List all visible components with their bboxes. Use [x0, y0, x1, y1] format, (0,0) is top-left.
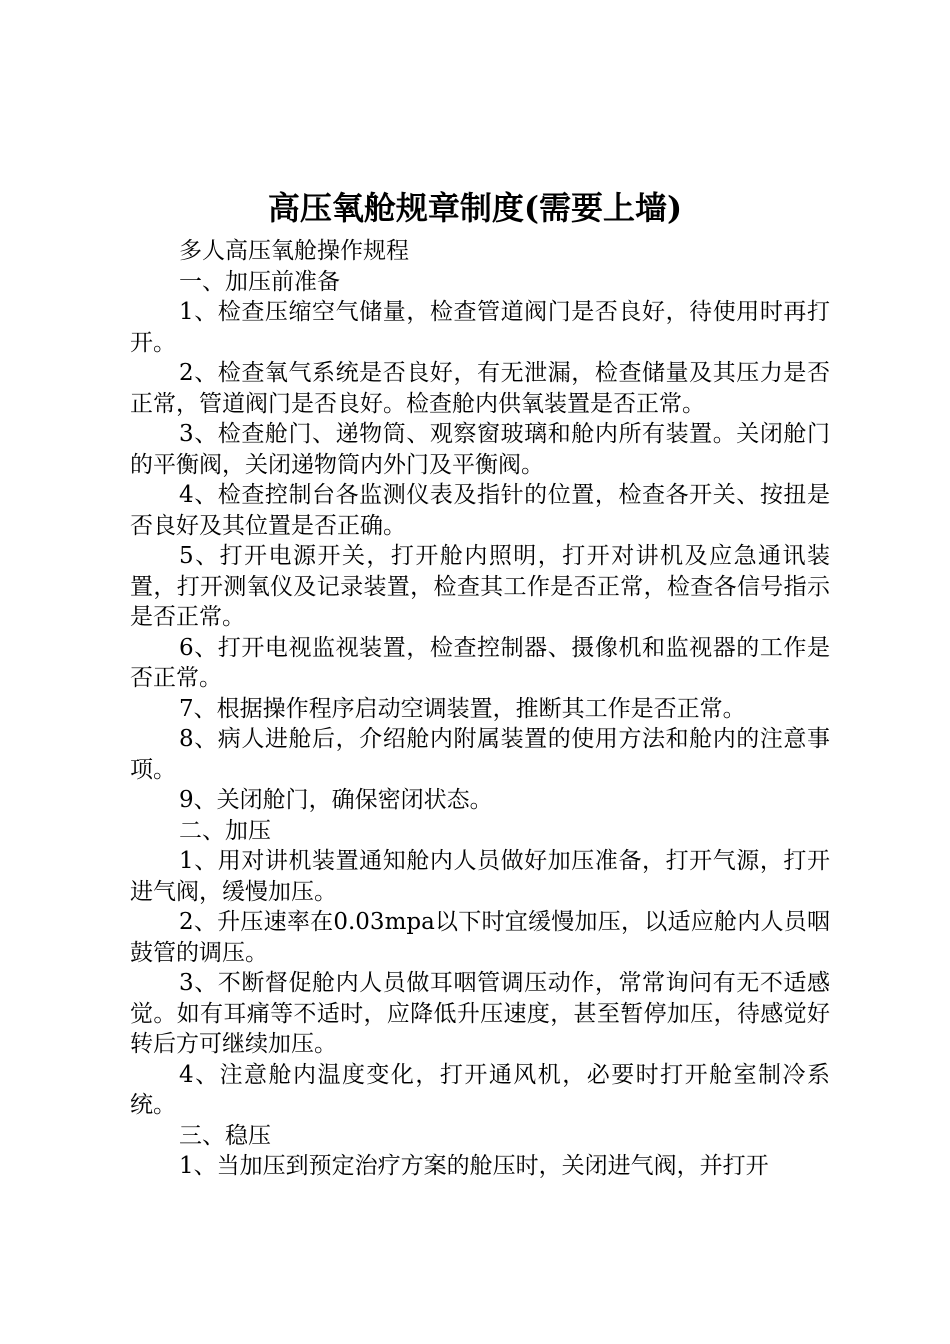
paragraph-item: 2、升压速率在0.03mpa以下时宜缓慢加压，以适应舱内人员咽鼓管的调压。 — [130, 909, 830, 966]
document-body — [130, 236, 830, 1182]
paragraph-item: 5、打开电源开关，打开舱内照明，打开对讲机及应急通讯装置，打开测氧仪及记录装置，检查其工作是否正常，检查各信号指示是否正常。 — [130, 543, 830, 630]
paragraph-item: 6、打开电视监视装置，检查控制器、摄像机和监视器的工作是否正常。 — [130, 634, 830, 691]
document-title: 高压氧舱规章制度(需要上墙) — [267, 189, 683, 227]
section-heading-stabilization: 三、稳压 — [179, 1122, 271, 1149]
paragraph-item: 7、根据操作程序启动空调装置，推断其工作是否正常。 — [179, 695, 746, 722]
paragraph-item: 3、不断督促舱内人员做耳咽管调压动作，常常询问有无不适感觉。如有耳痛等不适时，应降低升压速度，甚至暂停加压，待感觉好转后方可继续加压。 — [130, 970, 830, 1057]
paragraph-item: 1、检查压缩空气储量，检查管道阀门是否良好，待使用时再打开。 — [130, 299, 830, 356]
paragraph-item: 8、病人进舱后，介绍舱内附属装置的使用方法和舱内的注意事项。 — [130, 726, 830, 783]
paragraph-item: 4、注意舱内温度变化，打开通风机，必要时打开舱室制冷系统。 — [130, 1061, 830, 1118]
paragraph-item: 3、检查舱门、递物筒、观察窗玻璃和舱内所有装置。关闭舱门的平衡阀，关闭递物筒内外门及平衡阀。 — [130, 421, 830, 478]
paragraph-item: 1、用对讲机装置通知舱内人员做好加压准备，打开气源，打开进气阀，缓慢加压。 — [130, 848, 830, 905]
paragraph-item: 4、检查控制台各监测仪表及指针的位置，检查各开关、按扭是否良好及其位置是否正确。 — [130, 482, 830, 539]
paragraph-item: 9、关闭舱门，确保密闭状态。 — [179, 787, 493, 813]
paragraph-subtitle: 多人高压氧舱操作规程 — [179, 238, 409, 264]
paragraph-item: 2、检查氧气系统是否良好，有无泄漏，检查储量及其压力是否正常，管道阀门是否良好。检查舱内供氧装置是否正常。 — [130, 360, 830, 417]
section-heading-pressurization: 二、加压 — [179, 817, 271, 844]
section-heading-pre-pressurization: 一、加压前准备 — [179, 268, 340, 295]
paragraph-item: 1、当加压到预定治疗方案的舱压时，关闭进气阀，并打开 — [179, 1153, 769, 1179]
